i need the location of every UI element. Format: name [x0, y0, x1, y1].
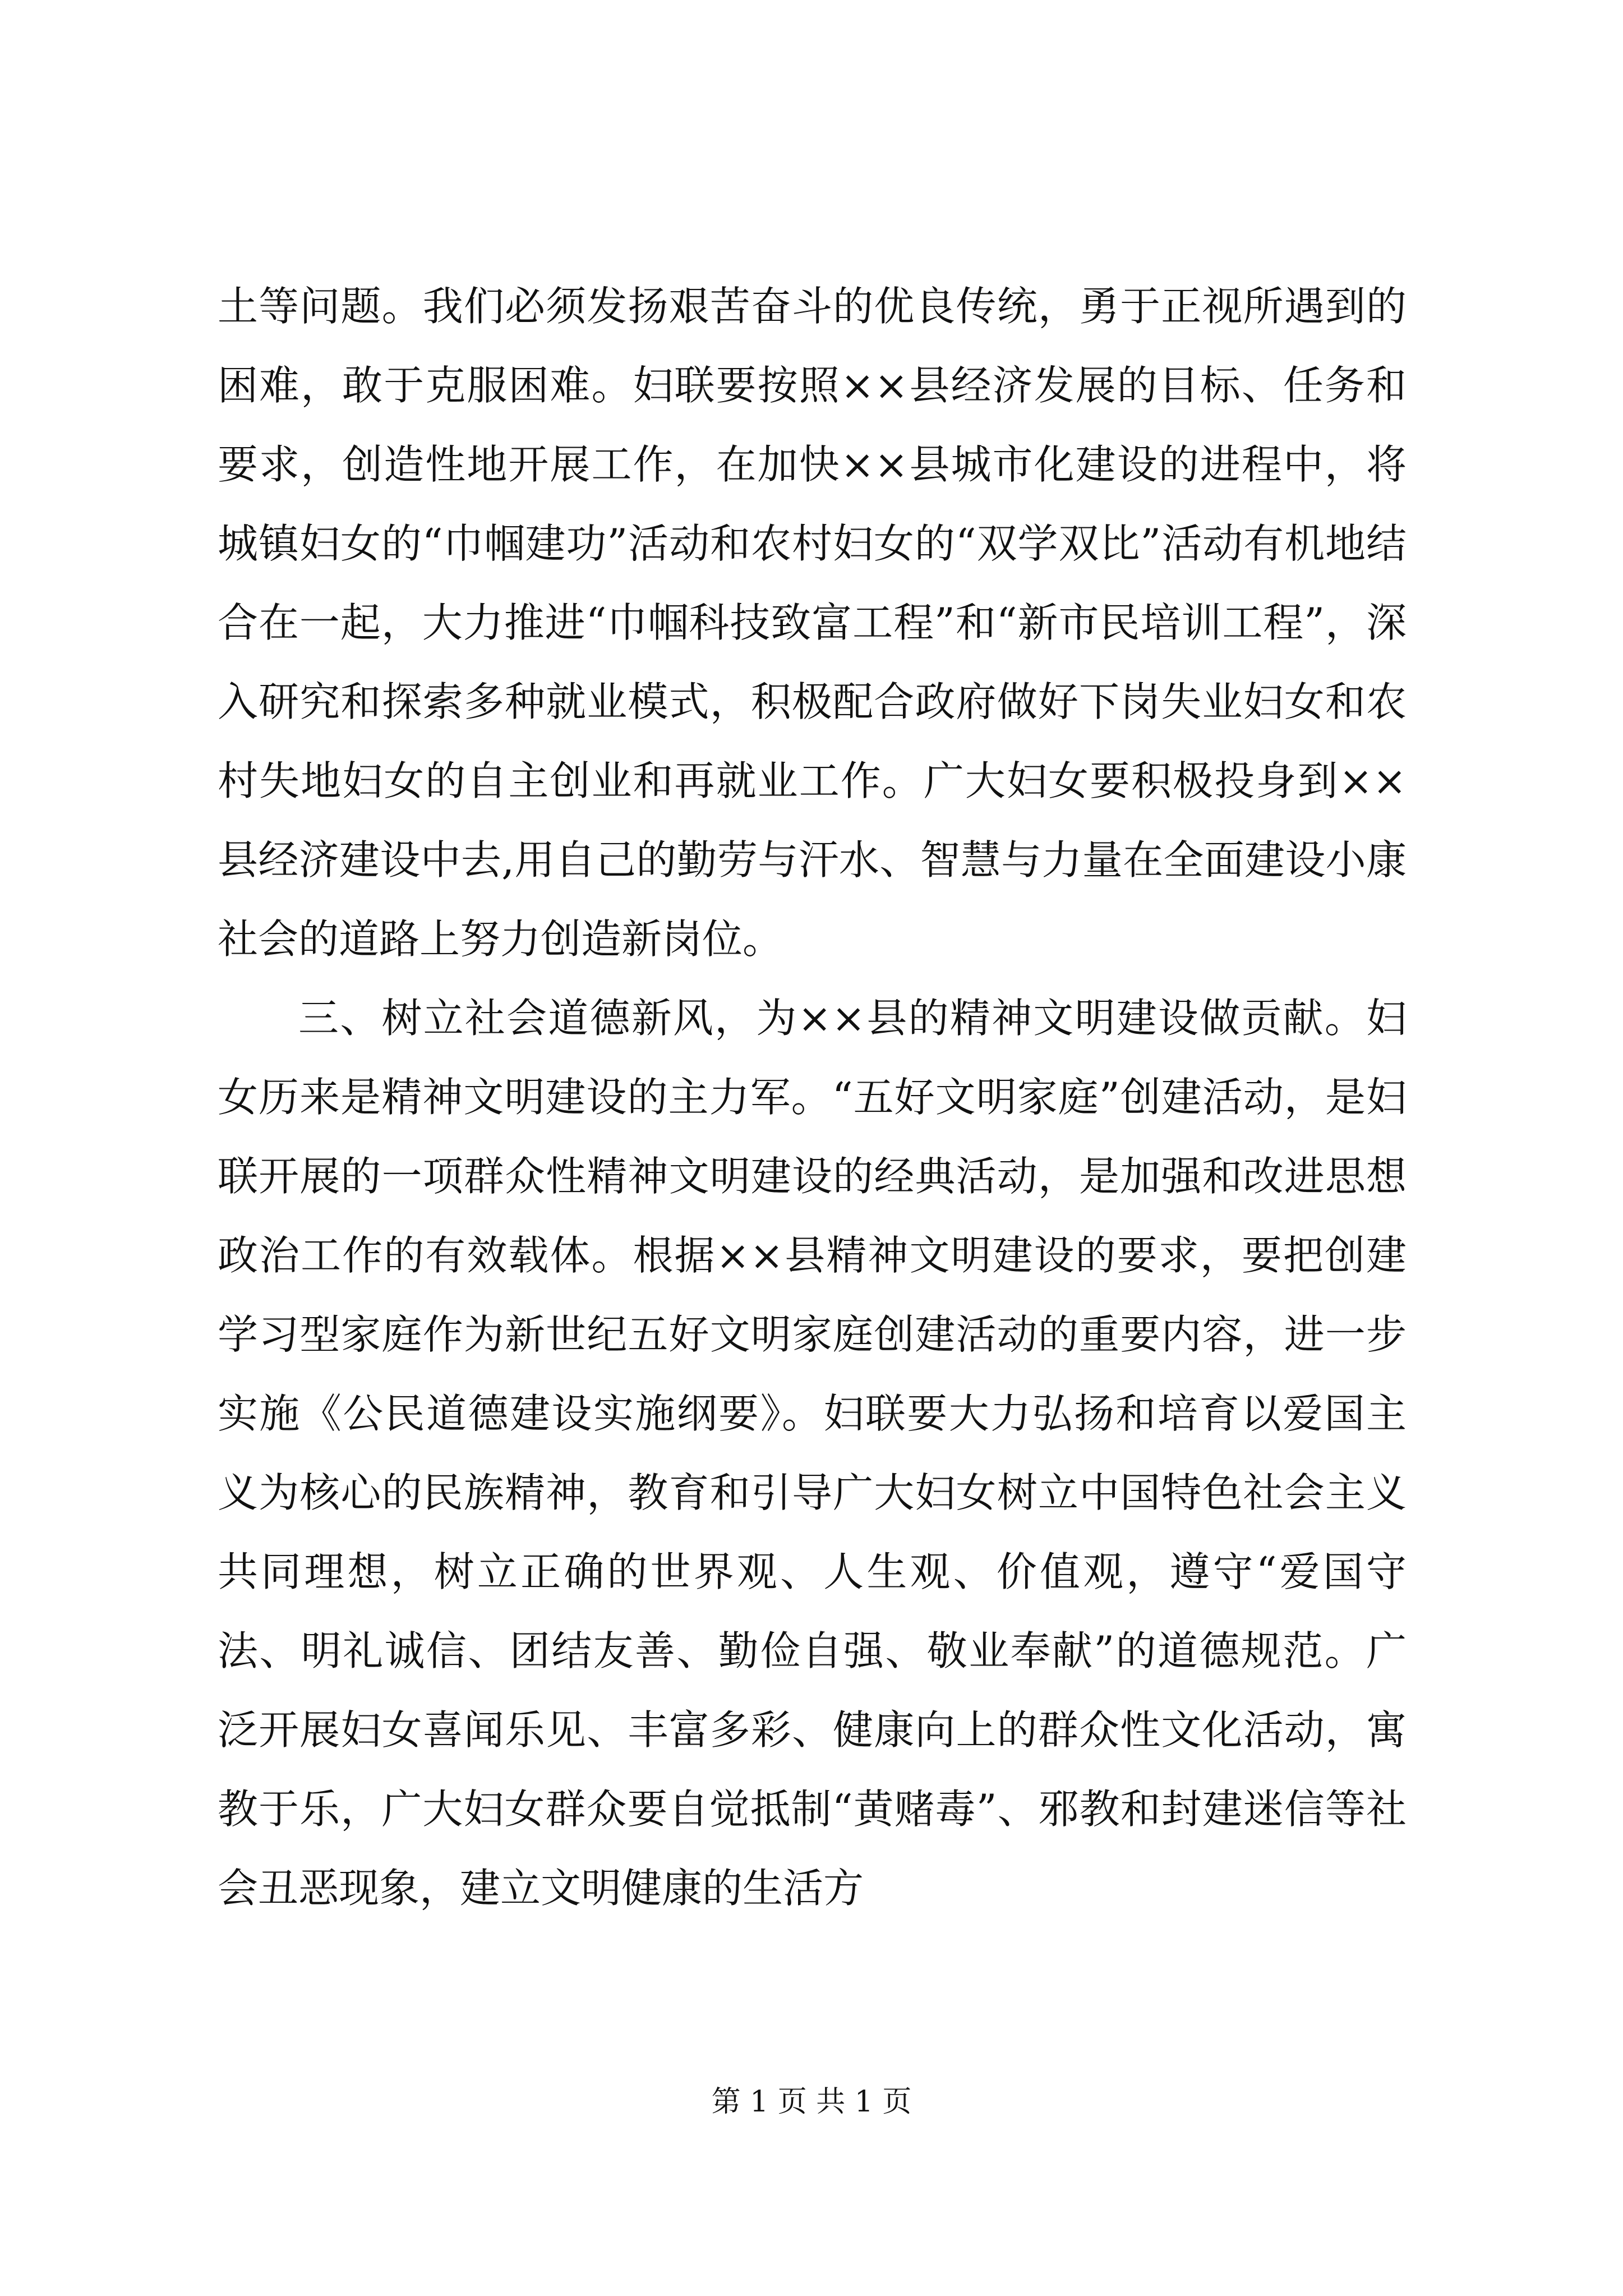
document-body — [218, 267, 1407, 1928]
page-footer: 第 1 页 共 1 页 — [711, 2085, 912, 2119]
paragraph-section-three: 三、树立社会道德新风，为××县的精神文明建设做贡献。妇女历来是精神文明建设的主力军。“五好文明家庭”创建活动，是妇联开展的一项群众性精神文明建设的经典活动，是加强和改进思想政治工作的有效载体。根据××县精神文明建设的要求，要把创建学习型家庭作为新世纪五好文明家庭创建活动的重要内容，进一步实施《公民道德建设实施纲要》。妇联要大力弘扬和培育以爱国主义为核心的民族精神，教育和引导广大妇女树立中国特色社会主义共同理想，树立正确的世界观、人生观、价值观，遵守“爱国守法、明礼诚信、团结友善、勤俭自强、敬业奉献”的道德规范。广泛开展妇女喜闻乐见、丰富多彩、健康向上的群众性文化活动，寓教于乐，广大妇女群众要自觉抵制“黄赌毒”、邪教和封建迷信等社会丑恶现象，建立文明健康的生活方 — [218, 995, 1407, 1912]
paragraph-continued: 土等问题。我们必须发扬艰苦奋斗的优良传统，勇于正视所遇到的困难，敢于克服困难。妇联要按照××县经济发展的目标、任务和要求，创造性地开展工作，在加快××县城市化建设的进程中，将城镇妇女的“巾帼建功”活动和农村妇女的“双学双比”活动有机地结合在一起，大力推进“巾帼科技致富工程”和“新市民培训工程”，深入研究和探索多种就业模式，积极配合政府做好下岗失业妇女和农村失地妇女的自主创业和再就业工作。广大妇女要积极投身到××县经济建设中去,用自己的勤劳与汗水、智慧与力量在全面建设小康社会的道路上努力创造新岗位。 — [218, 283, 1407, 963]
